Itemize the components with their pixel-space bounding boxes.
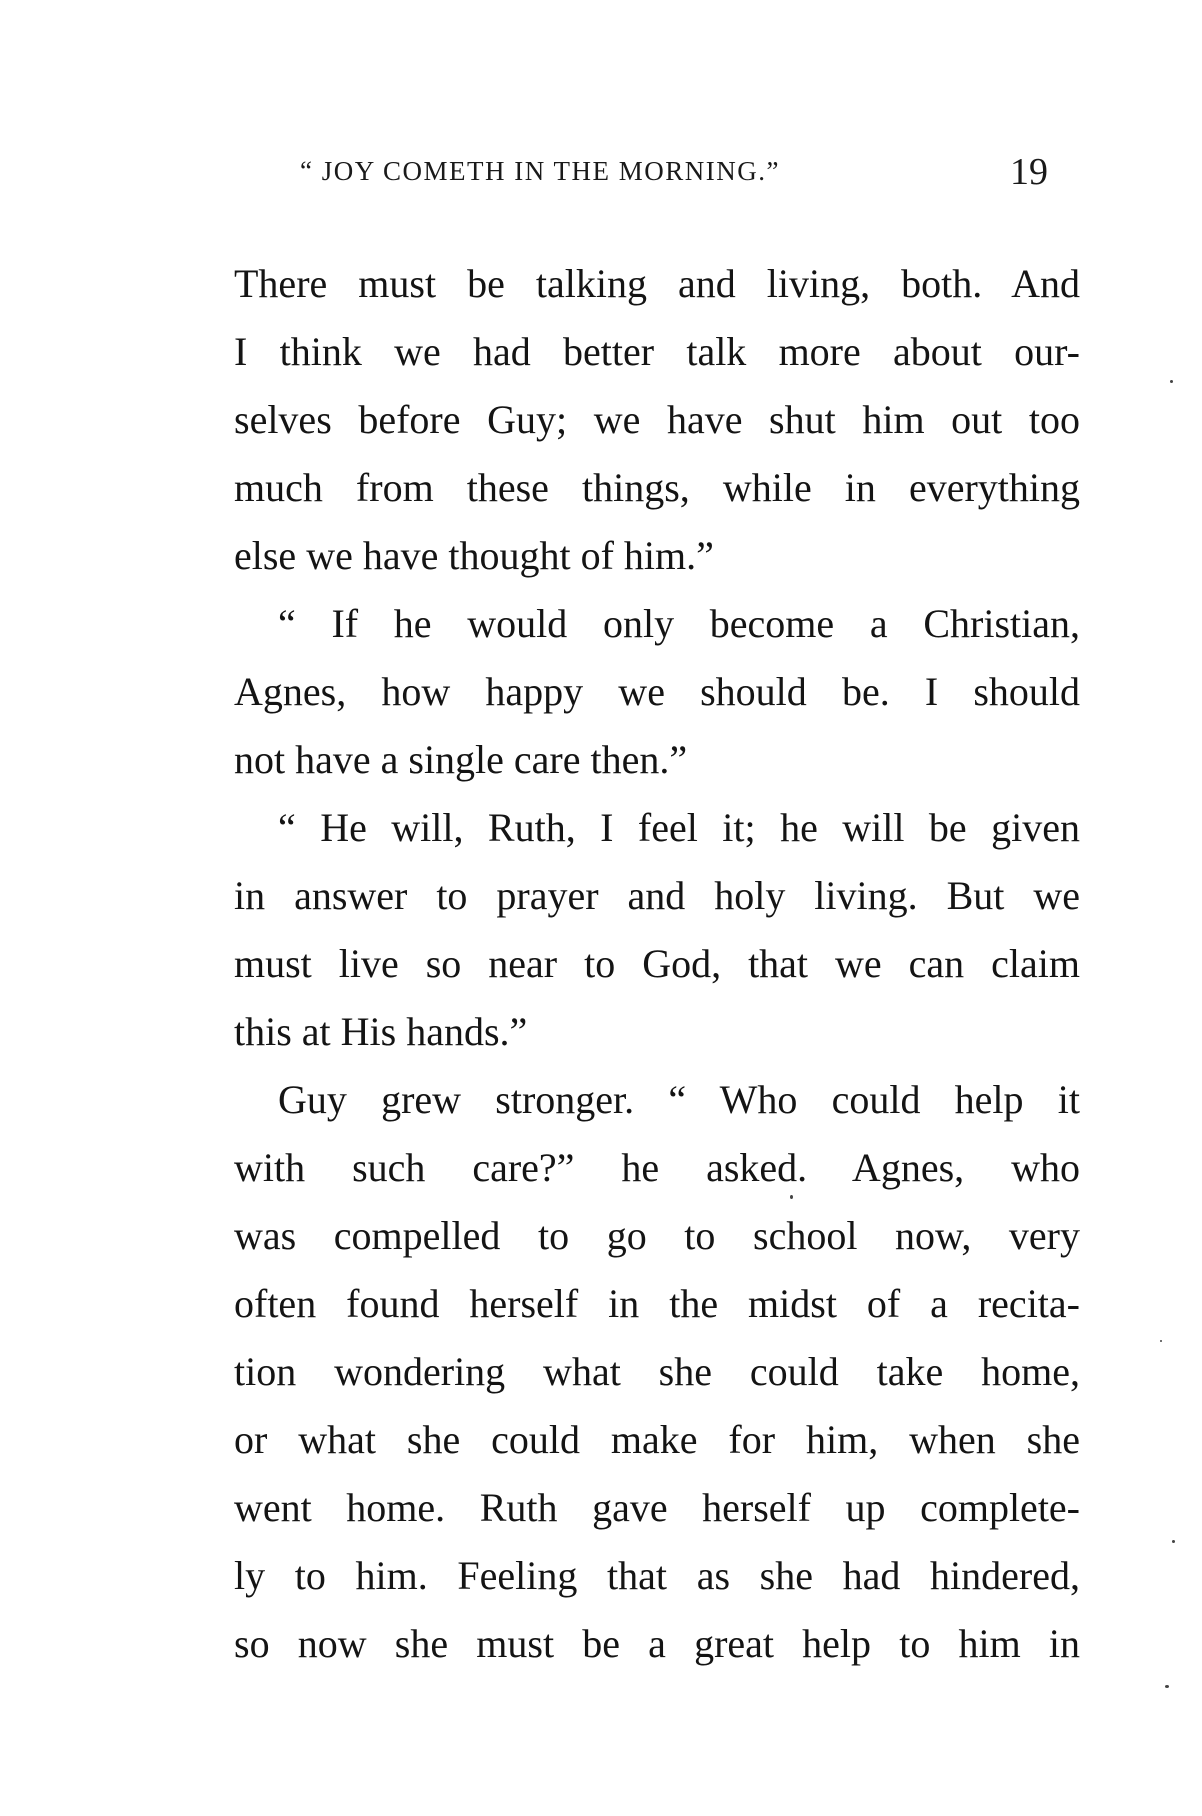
text-line: must live so near to God, that we can claim [234,941,1080,986]
text-line: Guy grew stronger. “ Who could help it [278,1077,1080,1122]
running-header: “ JOY COMETH IN THE MORNING.” [300,156,780,186]
text-line: was compelled to go to school now, very [234,1213,1080,1258]
text-line: often found herself in the midst of a recita- [234,1281,1080,1326]
text-line: so now she must be a great help to him in [234,1621,1080,1666]
body-text [234,250,1080,1678]
scan-speck [1172,1540,1175,1543]
text-line: There must be talking and living, both. And [234,261,1080,306]
text-line: selves before Guy; we have shut him out too [234,397,1080,442]
scan-speck [790,1195,793,1199]
text-line: much from these things, while in everything [234,465,1080,510]
scan-speck [1170,380,1173,383]
text-line: or what she could make for him, when she [234,1417,1080,1462]
text-line: in answer to prayer and holy living. But we [234,873,1080,918]
text-line: with such care?” he asked. Agnes, who [234,1145,1080,1190]
text-line: went home. Ruth gave herself up complete- [234,1485,1080,1530]
scan-speck [1165,1685,1169,1688]
text-line: “ If he would only become a Christian, [278,601,1080,646]
text-line: tion wondering what she could take home, [234,1349,1080,1394]
text-line: not have a single care then.” [234,737,688,782]
text-line: else we have thought of him.” [234,533,714,578]
page-number: 19 [1010,151,1048,193]
text-line: Agnes, how happy we should be. I should [234,669,1080,714]
scan-speck [1160,1340,1162,1342]
text-line: I think we had better talk more about our- [234,329,1080,374]
text-line: “ He will, Ruth, I feel it; he will be given [278,805,1080,850]
text-line: this at His hands.” [234,1009,528,1054]
text-line: ly to him. Feeling that as she had hindered, [234,1553,1080,1598]
